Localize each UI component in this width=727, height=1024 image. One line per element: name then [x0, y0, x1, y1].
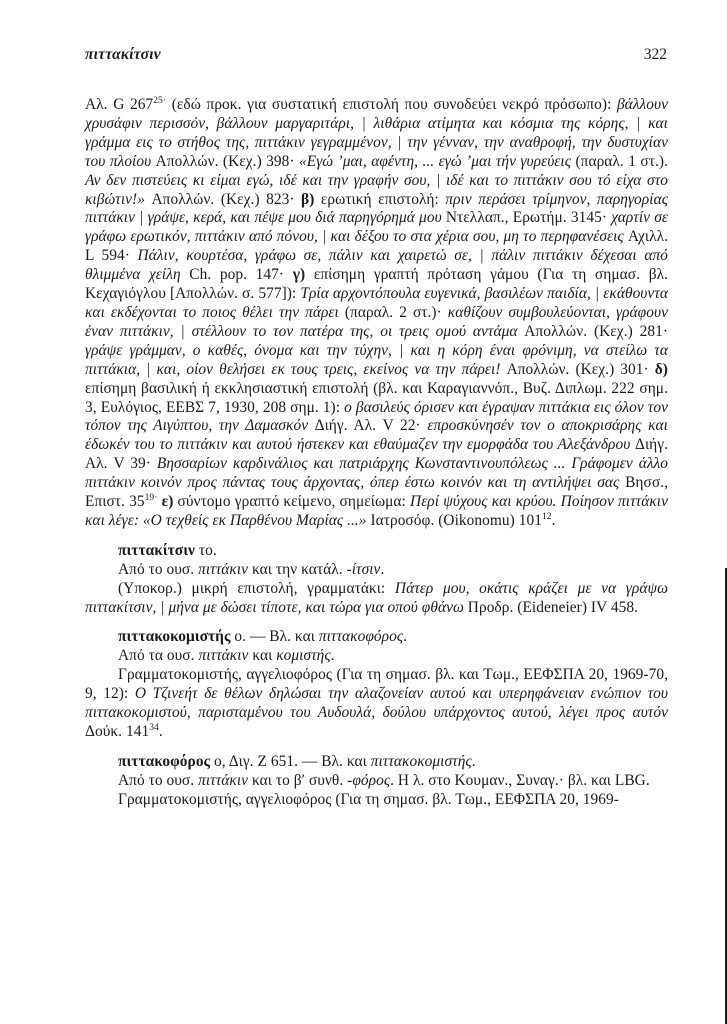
text-segment: Διήγ. Αλ. V 39· [85, 436, 668, 473]
text-segment: (Υποκορ.) μικρή επιστολή, γραμματάκι: [118, 579, 395, 597]
text-segment: πριν περάσει τρίμηνον, παρηγορίας πιττάκιν | γράψε, κερά, και πέψε μου διά παρηγόρημά μου [85, 190, 668, 227]
text-segment: Τρία αρχοντόπουλα ευγενικά, βασιλέων παιδία, | εκάθουντα και εκδέχονται το ποιος θέλει την πάρει [85, 285, 668, 321]
text-segment: Περί ψύχους και κρύου. Ποίησον πιττάκιν και λέγε: «Ο τεχθείς εκ Παρθένου Μαρίας ...» [85, 493, 668, 529]
definition-pittakokomistis [85, 666, 668, 742]
text-segment: πιττακοκομιστής [370, 752, 472, 770]
text-segment: Αχιλλ. L 594· [85, 228, 668, 265]
text-segment: . [380, 560, 385, 578]
text-segment: ο, Διγ. Ζ 651. — Βλ. και [210, 752, 371, 770]
footnote-reference: 25· [153, 95, 167, 106]
text-segment: . [330, 647, 335, 665]
text-segment: πιττάκιν [198, 647, 249, 665]
text-segment: γ) [292, 266, 306, 284]
text-segment: Βησσαρίων καρδινάλιος και πατριάρχης Κωνσταντινουπόλεως ... Γράφομεν άλλο πιττάκιν κοινόν προς πάντας τους άρχοντας, όπερ έστω κοινόν και τη αντιλήψει σας [85, 455, 669, 492]
text-segment: Αν δεν πιστεύεις κι είμαι εγώ, ιδέ και την γραφήν σου, | ιδέ και το πιττάκιν σου τό είχα στο κιβώτιν!» [85, 171, 668, 208]
text-segment: (παραλ. 1 στ.). [575, 152, 668, 170]
text-segment: Προδρ. (Eideneier) IV 458. [467, 598, 639, 616]
text-segment: Δούκ. 141 [85, 723, 150, 740]
text-segment: Πάλιν, κουρτέσα, γράφω σε, πάλιν και χαιρετώ σε, | πάλιν πιττάκιν δέχεσαι από θλιμμένα χείλη [85, 247, 668, 284]
text-segment: πιττακοφόρος [318, 628, 404, 646]
text-segment: πιττακοκομιστής [118, 628, 231, 646]
footnote-reference: 34 [149, 722, 159, 733]
dictionary-text [85, 96, 668, 810]
text-segment: πιττακοφόρος [118, 752, 211, 770]
running-header-headword: πιττακίτσιν [85, 46, 161, 63]
text-segment: Διήγ. Αλ. V 22· [314, 417, 428, 435]
text-segment: ο βασιλεύς όρισεν και έγραψαν πιττάκια εις όλον τον τόπον της Αιγύπτου, την Δαμασκόν [85, 398, 668, 435]
footnote-reference: 12 [541, 511, 552, 522]
etymology-pittakitsin [85, 561, 668, 580]
text-segment: . [403, 628, 408, 646]
text-segment: πιττάκιν [198, 560, 249, 578]
entry-continuation-pittakin [85, 96, 668, 531]
text-segment: γράψε γράμμαν, ο καθές, όνομα και την τύχην, | και η κόρη έναι φρόνιμη, να στείλω τα πιττάκια, | και, οίον θελήσει εκ τους τρεις, εκείνος να την πάρει! [85, 341, 668, 378]
definition-pittakitsin [85, 580, 668, 618]
text-segment: Αλ. G 267 [85, 96, 154, 113]
entry-headline-pittakitsin [85, 542, 668, 561]
page-number: 322 [643, 46, 667, 63]
text-segment: Γραμματοκομιστής, αγγελιοφόρος (Για τη σημασ. βλ. και Τωμ., ΕΕΦΣΠΑ 20, 1969-70, 9, 12): [85, 666, 668, 703]
definition-pittakoforos [85, 791, 668, 810]
text-segment: Από το ουσ. [118, 560, 199, 578]
text-segment: σύντομο γραπτό κείμενο, σημείωμα: [173, 493, 411, 511]
text-segment: επίσημη γραπτή πρόταση γάμου (Για τη σημασ. βλ. Κεχαγιόγλου [Απολλών. σ. 577]): [85, 266, 668, 303]
text-segment: κομιστής [276, 647, 331, 665]
text-segment: Από το ουσ. [118, 771, 199, 789]
text-segment: Απολλών. (Κεχ.) 398· [155, 152, 299, 170]
text-segment: Βησσ., Επιστ. 35 [85, 474, 668, 511]
text-segment: επίσημη βασιλική ή εκκλησιαστική επιστολή (βλ. και Καραγιαννόπ., Βυζ. Διπλωμ. 222 σημ. 3, Ευλόγιος, ΕΕΒΣ 7, 1930, 208 σημ. 1): [85, 379, 668, 416]
text-segment: πιττάκιν [198, 771, 249, 789]
text-segment: «Εγώ ’μαι, αφέντη, ... εγώ ’μαι τήν γυρεύεις [299, 152, 576, 170]
text-segment: ερωτική επιστολή: [314, 190, 446, 208]
text-segment: ο. — Βλ. και [230, 628, 319, 646]
text-segment: β) [301, 190, 315, 208]
text-segment: δ) [654, 360, 668, 378]
text-segment: το. [194, 541, 217, 559]
text-segment: Ιατροσόφ. (Oikonomu) 101 [370, 511, 542, 529]
text-segment: Απολλών. (Κεχ.) 301· [506, 360, 655, 378]
text-segment: (εδώ προκ. για συστατική επιστολή που συνοδεύει νεκρό πρόσωπο): [166, 96, 617, 113]
etymology-pittakoforos [85, 772, 668, 791]
text-segment: Απολλών. (Κεχ.) 281· [524, 322, 668, 340]
text-segment: Ντελλαπ., Ερωτήμ. 3145· [445, 209, 612, 227]
text-segment: . [158, 723, 163, 740]
text-segment: καθίζουν συμβουλεύονται, γράφουν έναν πιττάκιν, | στέλλουν το τον πατέρα της, οι τρεις ομού αντάμα [85, 303, 668, 340]
entry-headline-pittakoforos [85, 753, 668, 772]
etymology-pittakokomistis [85, 647, 668, 666]
text-segment: Ch. pop. 147· [189, 266, 293, 284]
text-segment: επροσκύνησέν τον ο αποκρισάρης και έδωκέν του το πιττάκιν και αυτού ήστεκεν και εθαύμαζεν την εμορφάδα του Αλεξάνδρου [85, 417, 669, 454]
text-segment: και την κατάλ. [248, 560, 347, 578]
text-segment: χαρτίν σε γράφω ερωτικόν, πιττάκιν από πόνου, | και δέξου το στα χέρια σου, μη το περηφανέσεις [85, 209, 669, 246]
text-segment: ε) [161, 493, 174, 511]
text-segment: και [248, 647, 277, 665]
text-segment: πιττακίτσιν [118, 541, 195, 559]
text-segment: -φόρος [347, 771, 391, 789]
text-segment: -ίτσιν [346, 560, 381, 578]
text-segment: Πάτερ μου, οκάτις κράζει με να γράψω πιττακίτσιν, | μήνα με δώσει τίποτε, και τώρα για οπού φθάνω [85, 579, 668, 616]
text-segment: Ο Τζινεήτ δε θέλων δηλώσαι την αλαζονείαν αυτού και υπερηφάνειαν ενώπιον του πιττακοκομιστού, παρισταμένου του Αυδουλά, δούλου υπάρχοντος αυτού, λέγει προς αυτόν [85, 685, 668, 722]
footnote-reference: 19· [144, 492, 158, 503]
text-segment: . Η λ. στο Κουμαν., Συναγ.· βλ. και LBG. [390, 771, 650, 789]
text-segment: . [471, 752, 476, 770]
text-segment: Από τα ουσ. [118, 647, 199, 665]
text-segment: Γραμματοκομιστής, αγγελιοφόρος (Για τη σημασ. βλ. Τωμ., ΕΕΦΣΠΑ 20, 1969- [118, 790, 619, 808]
text-segment: και το β′ συνθ. [248, 771, 348, 789]
entry-headline-pittakokomistis [85, 628, 668, 647]
running-header [85, 46, 667, 64]
text-segment: (παραλ. 2 στ.)· [344, 303, 448, 321]
text-segment: Απολλών. (Κεχ.) 823· [151, 190, 302, 208]
text-segment: . [551, 511, 556, 529]
text-segment: βάλλουν χρυσάφιν περισσόν, βάλλουν μαργαριτάρι, | λιθάρια ατίμητα και κόσμια της κόρης, | και γράμμα εις το στήθος της, πιττάκιν γεγραμμένον, | την γένναν, την αναθροφή, την δυστυχίαν του πλοίου [85, 96, 668, 170]
